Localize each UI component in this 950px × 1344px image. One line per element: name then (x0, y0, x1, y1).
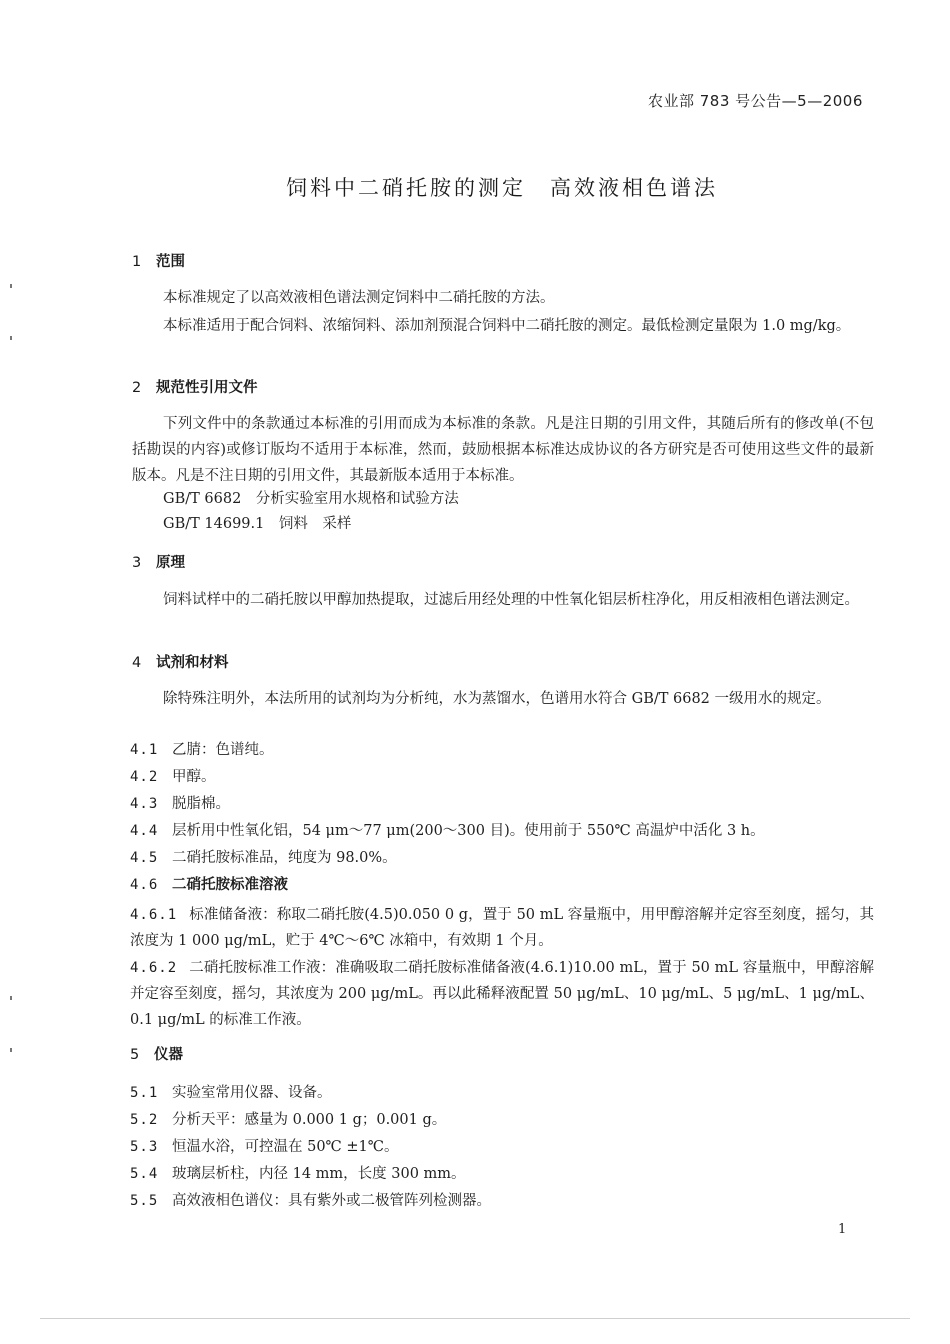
list-item (130, 1107, 446, 1133)
section-number: 4 (132, 655, 142, 671)
section-number: 2 (132, 380, 142, 396)
item-number: 4.2 (130, 769, 159, 785)
scan-artifact (10, 284, 12, 288)
item-number: 4.6 (130, 877, 159, 893)
item-number: 4.6.1 (130, 907, 178, 923)
reference-gbt-14699: GB/T 14699.1 饲料 采样 (163, 516, 352, 532)
subsection-4-6-1 (130, 902, 874, 954)
list-item (130, 1134, 398, 1160)
item-text: 层析用中性氧化铝，54 μm～77 μm(200～300 目)。使用前于 550℃ 高温炉中活化 3 h。 (172, 823, 765, 839)
item-number: 5.1 (130, 1085, 159, 1101)
item-text: 高效液相色谱仪：具有紫外或二极管阵列检测器。 (172, 1193, 491, 1209)
item-text: 二硝托胺标准品，纯度为 98.0%。 (172, 850, 397, 866)
list-item (130, 737, 274, 763)
item-number: 5.3 (130, 1139, 159, 1155)
section-title: 范围 (156, 254, 185, 270)
scan-artifact (10, 336, 12, 340)
reference-gbt-6682: GB/T 6682 分析实验室用水规格和试验方法 (163, 491, 459, 507)
section-title: 规范性引用文件 (156, 380, 258, 396)
item-text: 二硝托胺标准溶液 (172, 877, 288, 893)
list-item (130, 818, 765, 844)
section-5-heading (130, 1043, 183, 1064)
list-item (130, 1080, 332, 1106)
section-4-heading (132, 651, 229, 672)
section-3-heading (132, 551, 185, 572)
section-1-paragraph-1: 本标准规定了以高效液相色谱法测定饲料中二硝托胺的方法。 (163, 290, 555, 306)
list-item (130, 1188, 491, 1214)
section-title: 原理 (156, 555, 185, 571)
item-number: 4.5 (130, 850, 159, 866)
section-1-paragraph-2: 本标准适用于配合饲料、浓缩饲料、添加剂预混合饲料中二硝托胺的测定。最低检测定量限为 1.0 mg/kg。 (163, 318, 851, 334)
list-item (130, 791, 230, 817)
item-text: 玻璃层析柱，内径 14 mm，长度 300 mm。 (172, 1166, 466, 1182)
item-number: 5.5 (130, 1193, 159, 1209)
section-3-paragraph-1: 饲料试样中的二硝托胺以甲醇加热提取，过滤后用经处理的中性氧化铝层析柱净化，用反相液相色谱法测定。 (163, 592, 859, 608)
page-title: 饲料中二硝托胺的测定 高效液相色谱法 (286, 176, 718, 200)
subsection-4-6-2 (130, 955, 874, 1033)
scan-artifact (10, 1048, 12, 1052)
list-item (130, 872, 288, 898)
item-number: 4.3 (130, 796, 159, 812)
item-text: 脱脂棉。 (172, 796, 230, 812)
item-text: 分析天平：感量为 0.000 1 g；0.001 g。 (172, 1112, 447, 1128)
section-title: 仪器 (154, 1047, 183, 1063)
item-text: 二硝托胺标准工作液：准确吸取二硝托胺标准储备液(4.6.1)10.00 mL，置于 50 mL 容量瓶中，甲醇溶解并定容至刻度，摇匀，其浓度为 200 μg/mL。再以此稀释液配置 50 μg/mL、10 μg/mL、5 μg/mL、1 μg/mL、0.1 μg/mL 的标准工作液。 (130, 960, 874, 1028)
item-number: 4.1 (130, 742, 159, 758)
section-number: 5 (130, 1047, 140, 1063)
item-number: 4.6.2 (130, 960, 178, 976)
item-number: 4.4 (130, 823, 159, 839)
item-text: 实验室常用仪器、设备。 (172, 1085, 332, 1101)
list-item (130, 764, 216, 790)
item-number: 5.2 (130, 1112, 159, 1128)
scan-artifact (10, 996, 12, 1000)
section-number: 1 (132, 254, 142, 270)
section-number: 3 (132, 555, 142, 571)
section-2-heading (132, 376, 258, 397)
document-id: 农业部 783 号公告—5—2006 (648, 92, 863, 110)
item-text: 标准储备液：称取二硝托胺(4.5)0.050 0 g，置于 50 mL 容量瓶中，用甲醇溶解并定容至刻度，摇匀，其浓度为 1 000 μg/mL，贮于 4℃～6℃ 冰箱中，有效期 1 个月。 (130, 907, 874, 949)
page-edge-line (40, 1318, 910, 1319)
item-number: 5.4 (130, 1166, 159, 1182)
page-number: 1 (838, 1222, 847, 1237)
list-item (130, 845, 397, 871)
section-2-paragraph-1: 下列文件中的条款通过本标准的引用而成为本标准的条款。凡是注日期的引用文件，其随后所有的修改单(不包括勘误的内容)或修订版均不适用于本标准，然而，鼓励根据本标准达成协议的各方研究是否可使用这些文件的最新版本。凡是不注日期的引用文件，其最新版本适用于本标准。 (132, 416, 874, 484)
item-text: 甲醇。 (172, 769, 216, 785)
section-4-paragraph-1: 除特殊注明外，本法所用的试剂均为分析纯，水为蒸馏水，色谱用水符合 GB/T 6682 一级用水的规定。 (163, 691, 831, 707)
item-text: 恒温水浴，可控温在 50℃ ±1℃。 (172, 1139, 399, 1155)
list-item (130, 1161, 466, 1187)
section-1-heading (132, 250, 185, 271)
item-text: 乙腈：色谱纯。 (172, 742, 274, 758)
section-title: 试剂和材料 (156, 655, 229, 671)
